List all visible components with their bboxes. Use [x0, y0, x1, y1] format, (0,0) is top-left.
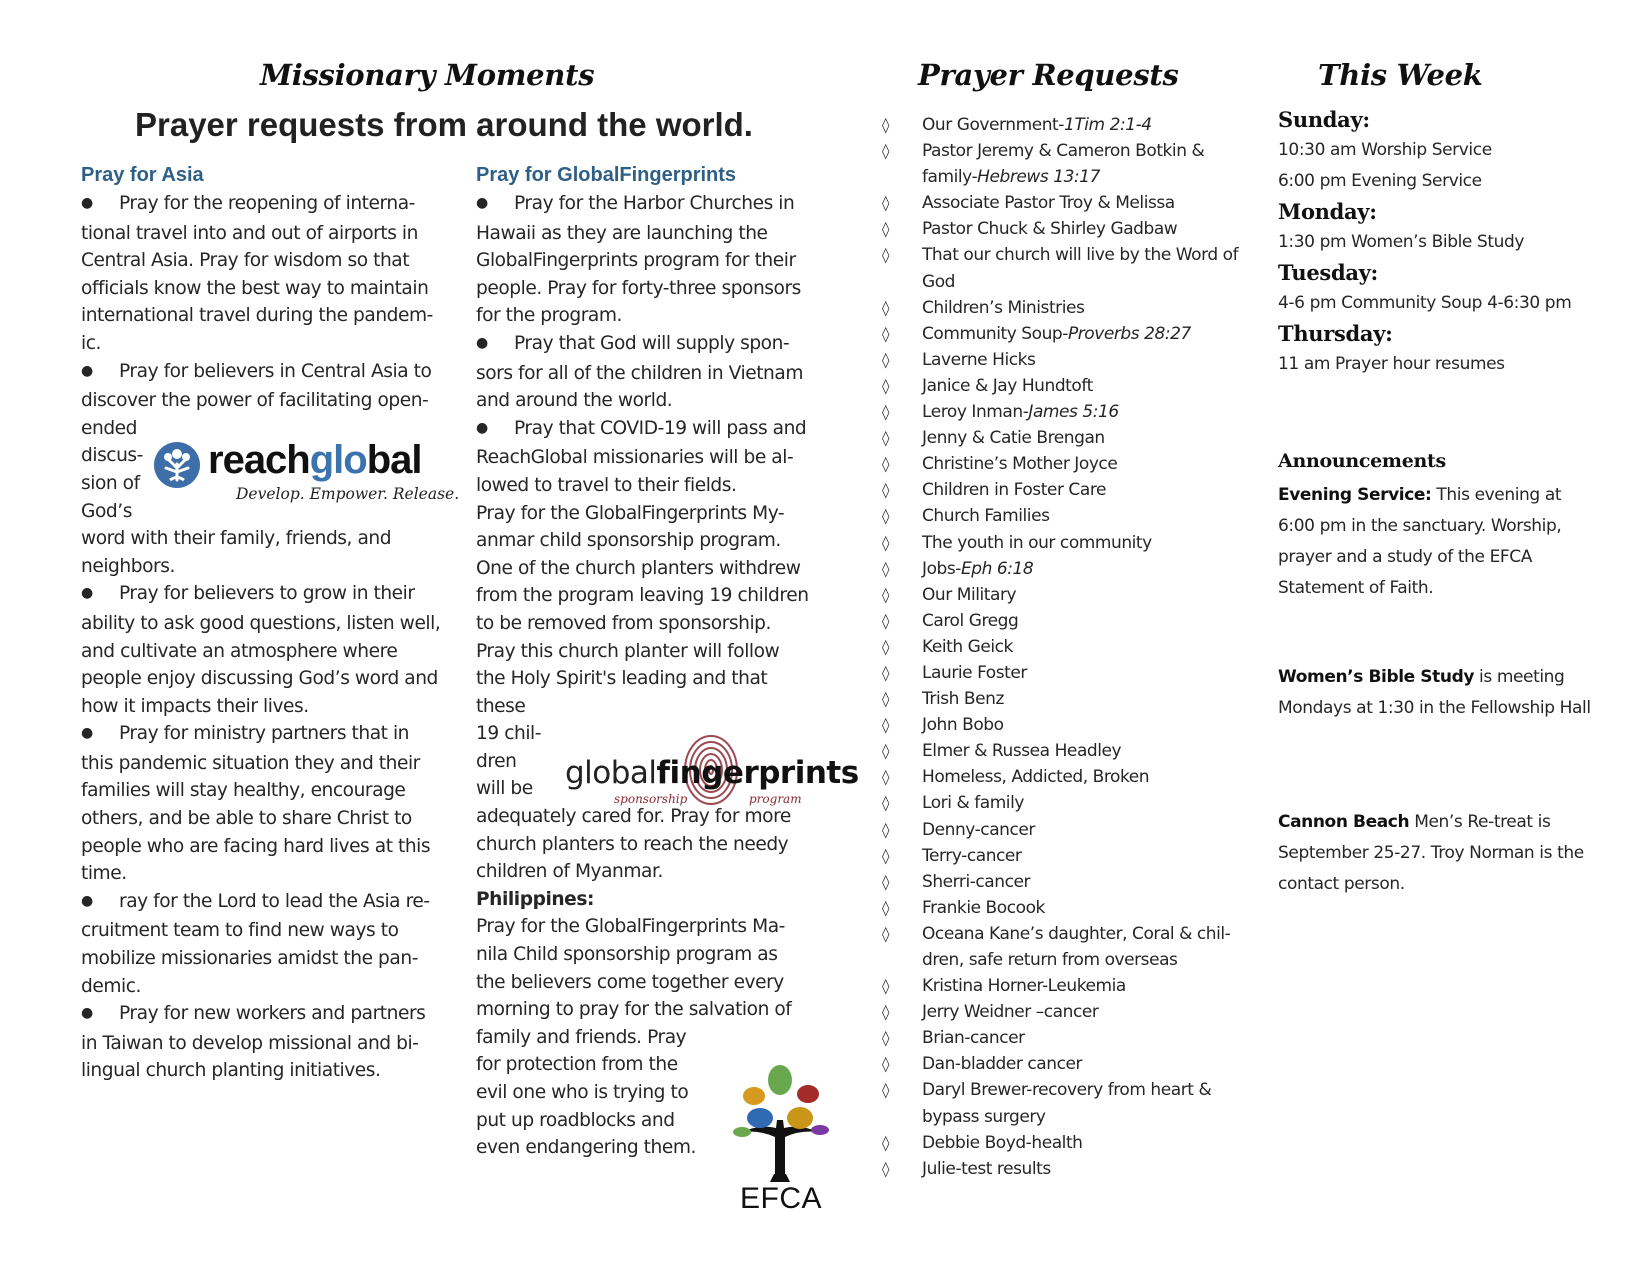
text-line	[476, 220, 826, 248]
diamond-outline-icon: ◊	[882, 1159, 889, 1178]
line-text: in Taiwan to develop missional and bi-	[81, 1032, 419, 1054]
diamond-outline-icon: ◊	[882, 742, 889, 761]
diamond-outline-icon: ◊	[882, 298, 889, 317]
text-line	[81, 302, 451, 330]
prayer-request-item	[882, 190, 1262, 216]
line-text: how it impacts their lives.	[81, 695, 309, 717]
prayer-request-item	[882, 503, 1262, 529]
bullet-line	[81, 190, 451, 220]
line-text: lowed to travel to their fields.	[476, 474, 737, 496]
text-line	[476, 472, 826, 500]
line-text: Hawaii as they are launching the	[476, 222, 768, 244]
line-text: adequately cared for. Pray for more	[476, 806, 791, 828]
diamond-outline-icon: ◊	[882, 194, 889, 213]
line-text: family and friends. Pray	[476, 1026, 687, 1048]
prayer-request-text: Pastor Chuck & Shirley Gadbaw	[922, 219, 1178, 240]
prayer-request-text: Kristina Horner-Leukemia	[922, 976, 1126, 997]
text-line	[476, 527, 826, 555]
diamond-outline-icon: ◊	[882, 1133, 889, 1152]
prayer-request-item	[882, 973, 1262, 999]
this-week-title: This Week	[1318, 58, 1483, 92]
prayer-request-item	[882, 295, 1262, 321]
line-text: Pray for the GlobalFingerprints Ma-	[476, 916, 785, 938]
diamond-outline-icon: ◊	[882, 455, 889, 474]
line-text: ended	[81, 417, 138, 439]
prayer-request-text: Leroy Inman-	[922, 402, 1029, 423]
bullet-line	[81, 720, 451, 750]
prayer-request-item	[882, 686, 1262, 712]
text-line	[81, 610, 451, 638]
diamond-outline-icon: ◊	[882, 246, 889, 265]
text-line	[81, 275, 451, 303]
prayer-request-item	[882, 399, 1262, 425]
diamond-outline-icon: ◊	[882, 1055, 889, 1074]
prayer-request-item	[882, 556, 1262, 582]
line-text: word with their family, friends, and	[81, 528, 392, 550]
diamond-outline-icon: ◊	[882, 794, 889, 813]
text-line	[476, 500, 826, 528]
line-text: tional travel into and out of airports in	[81, 222, 418, 244]
text-line	[476, 969, 826, 997]
prayer-request-item	[882, 216, 1262, 242]
text-line	[476, 693, 826, 721]
prayer-request-text: That our church will live by the Word of God	[922, 245, 1239, 292]
bullet-line	[476, 190, 826, 220]
diamond-outline-icon: ◊	[882, 820, 889, 839]
bullet-line	[81, 888, 451, 918]
line-text: time.	[81, 863, 127, 885]
diamond-outline-icon: ◊	[882, 663, 889, 682]
announcement-womens-bible-study	[1278, 662, 1598, 724]
prayer-request-item	[882, 921, 1262, 973]
line-text: put up roadblocks and	[476, 1109, 675, 1131]
bullet-line	[476, 330, 826, 360]
line-text: and cultivate an atmosphere where	[81, 640, 398, 662]
day-heading: Thursday:	[1278, 321, 1393, 346]
prayer-request-text: Denny-cancer	[922, 819, 1035, 840]
day-heading: Sunday:	[1278, 107, 1370, 132]
line-text: cruitment team to find new ways to	[81, 920, 399, 942]
diamond-outline-icon: ◊	[882, 924, 889, 943]
reachglobal-word-bal: bal	[366, 438, 422, 482]
announcements-title: Announcements	[1278, 450, 1446, 472]
text-line	[81, 973, 451, 1001]
text-line	[81, 553, 451, 581]
schedule-event: 4-6 pm Community Soup 4-6:30 pm	[1278, 293, 1572, 313]
text-line	[476, 444, 826, 472]
text-line	[81, 693, 451, 721]
prayer-request-text: Dan-bladder cancer	[922, 1054, 1083, 1075]
line-text: to be removed from sponsorship.	[476, 612, 771, 634]
text-line	[81, 945, 451, 973]
line-text: officials know the best way to maintain	[81, 277, 429, 299]
prayer-request-text: Brian-cancer	[922, 1028, 1025, 1049]
prayer-request-text: Terry-cancer	[922, 845, 1022, 866]
line-text: neighbors.	[81, 555, 175, 577]
line-text: people. Pray for forty-three sponsors	[476, 277, 801, 299]
line-text: lingual church planting initiatives.	[81, 1060, 381, 1082]
diamond-outline-icon: ◊	[882, 768, 889, 787]
prayer-request-text: Lori & family	[922, 793, 1024, 814]
diamond-outline-icon: ◊	[882, 637, 889, 656]
line-text: morning to pray for the salvation of	[476, 999, 792, 1021]
line-text: international travel during the pandem-	[81, 305, 433, 327]
prayer-request-item	[882, 425, 1262, 451]
line-text: Pray for the GlobalFingerprints My-	[476, 502, 785, 524]
text-line	[81, 247, 451, 275]
diamond-outline-icon: ◊	[882, 429, 889, 448]
scripture-reference: James 5:16	[1028, 402, 1119, 423]
diamond-outline-icon: ◊	[882, 1003, 889, 1022]
line-text: people who are facing hard lives at this	[81, 835, 431, 857]
prayer-request-text: The youth in our community	[922, 532, 1152, 553]
bullet-icon	[81, 720, 119, 750]
prayer-request-item	[882, 764, 1262, 790]
announcement-text: is meeting Mondays at 1:30 in the Fellowship Hall	[1278, 667, 1591, 718]
line-text: dren	[476, 750, 517, 772]
text-line	[81, 665, 451, 693]
prayer-request-item	[882, 373, 1262, 399]
diamond-outline-icon: ◊	[882, 611, 889, 630]
line-text: ReachGlobal missionaries will be al-	[476, 447, 794, 469]
text-line	[476, 941, 826, 969]
diamond-outline-icon: ◊	[882, 846, 889, 865]
gf-word-fingerprints: fingerprints	[656, 755, 859, 791]
bullet-icon	[476, 415, 514, 445]
line-text: Pray for the reopening of interna-	[119, 193, 415, 214]
prayer-request-text: Jerry Weidner –cancer	[922, 1002, 1099, 1023]
line-text: and around the world.	[476, 390, 673, 412]
prayer-request-text: Julie-test results	[922, 1158, 1051, 1179]
prayer-request-text: Trish Benz	[922, 689, 1004, 710]
bullet-icon	[81, 888, 119, 918]
diamond-outline-icon: ◊	[882, 585, 889, 604]
reachglobal-word-reach: reach	[208, 438, 310, 482]
diamond-outline-icon: ◊	[882, 716, 889, 735]
prayer-request-item	[882, 582, 1262, 608]
prayer-request-item	[882, 321, 1262, 347]
prayer-request-text: Jobs-	[922, 558, 961, 579]
schedule-event: 11 am Prayer hour resumes	[1278, 354, 1505, 374]
diamond-outline-icon: ◊	[882, 898, 889, 917]
prayer-request-text: Church Families	[922, 506, 1050, 527]
prayer-request-item	[882, 451, 1262, 477]
prayer-request-text: Elmer & Russea Headley	[922, 741, 1122, 762]
prayer-request-item	[882, 608, 1262, 634]
bullet-icon	[81, 580, 119, 610]
prayer-request-item	[882, 790, 1262, 816]
day-heading: Monday:	[1278, 199, 1377, 224]
text-line	[81, 638, 451, 666]
line-text: Pray for new workers and partners	[119, 1003, 426, 1025]
prayer-request-item	[882, 242, 1262, 294]
bullet-icon	[81, 190, 119, 220]
bullet-line	[81, 1000, 451, 1030]
diamond-outline-icon: ◊	[882, 690, 889, 709]
asia-heading: Pray for Asia	[81, 164, 204, 186]
text-line	[81, 860, 451, 888]
prayer-request-item	[882, 817, 1262, 843]
line-text: GlobalFingerprints program for their	[476, 250, 796, 272]
line-text: this pandemic situation they and their	[81, 752, 420, 774]
line-text: ability to ask good questions, listen well,	[81, 612, 441, 634]
line-text: One of the church planters withdrew	[476, 557, 801, 579]
prayer-request-item	[882, 999, 1262, 1025]
line-text: Pray for the Harbor Churches in	[514, 193, 795, 214]
gf-sub-sponsorship: sponsorship	[614, 792, 688, 806]
line-text: from the program leaving 19 children	[476, 585, 809, 607]
prayer-request-item	[882, 1130, 1262, 1156]
prayer-request-item	[882, 1051, 1262, 1077]
line-text: evil one who is trying to	[476, 1082, 689, 1103]
reachglobal-word-glo: glo	[309, 438, 367, 482]
text-line	[476, 582, 826, 610]
prayer-request-text: Pastor Jeremy & Cameron Botkin & family-	[922, 141, 1205, 188]
text-line	[81, 833, 451, 861]
text-line	[476, 1024, 826, 1052]
prayer-request-item	[882, 660, 1262, 686]
globalfingerprints-wordmark	[565, 755, 859, 791]
prayer-request-text: Our Government-	[922, 115, 1064, 135]
prayer-request-text: Community Soup-	[922, 323, 1068, 344]
diamond-outline-icon: ◊	[882, 533, 889, 552]
line-text: discover the power of facilitating open-	[81, 390, 429, 412]
text-line	[81, 777, 451, 805]
diamond-outline-icon: ◊	[882, 116, 889, 134]
prayer-request-item	[882, 112, 1262, 138]
announcement-bold: Cannon Beach	[1278, 812, 1410, 832]
reachglobal-wordmark	[208, 438, 422, 483]
line-text: Philippines:	[476, 888, 594, 910]
prayer-request-text: Associate Pastor Troy & Melissa	[922, 193, 1175, 214]
line-text: for protection from the	[476, 1054, 678, 1076]
prayer-request-text: Janice & Jay Hundtoft	[922, 375, 1093, 396]
day-heading: Tuesday:	[1278, 260, 1378, 285]
diamond-outline-icon: ◊	[882, 1081, 889, 1100]
prayer-request-text: Children in Foster Care	[922, 480, 1106, 501]
page-headline: Prayer requests from around the world.	[135, 106, 753, 143]
prayer-request-item	[882, 530, 1262, 556]
this-week-schedule	[1278, 105, 1608, 380]
prayer-request-text: Our Military	[922, 584, 1017, 605]
prayer-request-item	[882, 138, 1262, 190]
prayer-request-text: Debbie Boyd-health	[922, 1132, 1083, 1153]
diamond-outline-icon: ◊	[882, 872, 889, 891]
line-text: sors for all of the children in Vietnam	[476, 362, 803, 384]
text-line	[81, 387, 451, 415]
announcement-cannon-beach	[1278, 807, 1598, 900]
text-line	[476, 247, 826, 275]
line-text: even endangering them.	[476, 1137, 696, 1159]
text-line	[81, 750, 451, 778]
reachglobal-logo	[152, 438, 460, 510]
line-text: Pray that God will supply spon-	[514, 332, 790, 354]
text-line	[476, 886, 826, 914]
diamond-outline-icon: ◊	[882, 1029, 889, 1048]
prayer-request-item	[882, 1156, 1262, 1182]
prayer-request-item	[882, 712, 1262, 738]
prayer-request-text: Laverne Hicks	[922, 349, 1036, 370]
tree-circle-icon	[154, 442, 200, 488]
line-text: ic.	[81, 332, 101, 354]
text-line	[81, 917, 451, 945]
line-text: nila Child sponsorship program as	[476, 944, 778, 966]
diamond-outline-icon: ◊	[882, 977, 889, 996]
text-line	[476, 610, 826, 638]
scripture-reference: 1Tim 2:1-4	[1063, 115, 1152, 135]
line-text: the Holy Spirit's leading and that	[476, 668, 768, 690]
diamond-outline-icon: ◊	[882, 324, 889, 343]
prayer-request-text: Carol Gregg	[922, 610, 1019, 631]
globalfingerprints-prayer-text	[476, 190, 826, 1162]
prayer-request-text: Children’s Ministries	[922, 297, 1085, 318]
announcement-text: This evening at 6:00 pm in the sanctuary. Worship, prayer and a study of the EFCA Statement of Faith.	[1278, 485, 1562, 598]
line-text: Pray this church planter will follow	[476, 640, 780, 662]
prayer-request-text: John Bobo	[922, 715, 1004, 736]
line-text: will be	[476, 778, 533, 800]
line-text: 19 chil-	[476, 723, 542, 745]
line-text: Pray that COVID-19 will pass and	[514, 417, 807, 439]
diamond-outline-icon: ◊	[882, 376, 889, 395]
line-text: mobilize missionaries amidst the pan-	[81, 948, 418, 970]
prayer-requests-title: Prayer Requests	[918, 58, 1179, 92]
text-line	[476, 302, 826, 330]
text-line	[476, 831, 826, 859]
efca-logo	[730, 1062, 830, 1215]
prayer-requests-list	[882, 112, 1262, 1182]
bullet-icon	[476, 190, 514, 220]
bullet-icon	[81, 1000, 119, 1030]
prayer-request-text: Oceana Kane’s daughter, Coral & chil-dren, safe return from overseas	[922, 923, 1231, 970]
text-line	[476, 387, 826, 415]
prayer-request-item	[882, 634, 1262, 660]
text-line	[476, 360, 826, 388]
line-text: discus-	[81, 445, 143, 467]
bullet-line	[476, 415, 826, 445]
scripture-reference: Hebrews 13:17	[977, 167, 1100, 188]
text-line	[476, 665, 826, 693]
bullet-icon	[476, 330, 514, 360]
line-text: families will stay healthy, encourage	[81, 780, 406, 802]
text-line	[81, 1030, 451, 1058]
line-text: ray for the Lord to lead the Asia re-	[119, 890, 430, 912]
prayer-request-item	[882, 1025, 1262, 1051]
prayer-request-item	[882, 869, 1262, 895]
diamond-outline-icon: ◊	[882, 403, 889, 422]
prayer-request-text: Laurie Foster	[922, 662, 1027, 683]
text-line	[476, 638, 826, 666]
prayer-request-item	[882, 738, 1262, 764]
prayer-request-item	[882, 347, 1262, 373]
gf-word-global: global	[565, 755, 657, 791]
text-line	[476, 913, 826, 941]
text-line	[81, 330, 451, 358]
line-text: church planters to reach the needy	[476, 833, 789, 855]
line-text: demic.	[81, 975, 141, 997]
diamond-outline-icon: ◊	[882, 481, 889, 500]
text-line	[81, 220, 451, 248]
schedule-event: 10:30 am Worship Service	[1278, 140, 1492, 160]
text-line	[476, 275, 826, 303]
prayer-request-item	[882, 477, 1262, 503]
bullet-line	[81, 358, 451, 388]
line-text: God’s	[81, 500, 132, 522]
line-text: Pray for ministry partners that in	[119, 723, 409, 745]
announcement-evening-service	[1278, 480, 1598, 604]
efca-wordmark: EFCA	[740, 1182, 823, 1215]
prayer-request-item	[882, 843, 1262, 869]
line-text: Pray for believers to grow in their	[119, 583, 415, 605]
line-text: children of Myanmar.	[476, 861, 663, 883]
diamond-outline-icon: ◊	[882, 507, 889, 526]
gf-sub-program: program	[749, 792, 802, 806]
leaf-tree-icon	[730, 1062, 830, 1187]
line-text: the believers come together every	[476, 971, 784, 993]
line-text: others, and be able to share Christ to	[81, 808, 412, 830]
schedule-event: 1:30 pm Women’s Bible Study	[1278, 232, 1525, 252]
prayer-request-item	[882, 1077, 1262, 1129]
line-text: Central Asia. Pray for wisdom so that	[81, 250, 410, 272]
globalfingerprints-logo	[565, 735, 859, 815]
scripture-reference: Eph 6:18	[960, 558, 1034, 579]
asia-prayer-text	[81, 190, 451, 1085]
line-text: for the program.	[476, 305, 622, 327]
prayer-request-text: Homeless, Addicted, Broken	[922, 767, 1150, 788]
prayer-request-text: Daryl Brewer-recovery from heart & bypass surgery	[922, 1080, 1212, 1127]
prayer-request-text: Christine’s Mother Joyce	[922, 454, 1118, 475]
announcement-bold: Women’s Bible Study	[1278, 667, 1475, 687]
line-text: these	[476, 695, 526, 717]
diamond-outline-icon: ◊	[882, 220, 889, 239]
diamond-outline-icon: ◊	[882, 350, 889, 369]
text-line	[476, 555, 826, 583]
line-text: people enjoy discussing God’s word and	[81, 668, 438, 690]
reachglobal-tagline: Develop. Empower. Release.	[236, 485, 460, 503]
text-line	[81, 525, 451, 553]
scripture-reference: Proverbs 28:27	[1067, 323, 1191, 344]
diamond-outline-icon: ◊	[882, 142, 889, 161]
text-line	[476, 996, 826, 1024]
bullet-icon	[81, 358, 119, 388]
text-line	[81, 1057, 451, 1085]
text-line	[476, 858, 826, 886]
globalfingerprints-heading: Pray for GlobalFingerprints	[476, 164, 737, 186]
line-text: sion of	[81, 472, 140, 494]
prayer-request-text: Keith Geick	[922, 636, 1013, 657]
missionary-moments-title: Missionary Moments	[260, 58, 595, 92]
line-text: Pray for believers in Central Asia to	[119, 360, 432, 382]
prayer-request-text: Frankie Bocook	[922, 897, 1045, 918]
diamond-outline-icon: ◊	[882, 559, 889, 578]
line-text: anmar child sponsorship program.	[476, 530, 781, 552]
schedule-event: 6:00 pm Evening Service	[1278, 171, 1482, 191]
announcement-text: Men’s Re-treat is September 25-27. Troy Norman is the contact person.	[1278, 812, 1584, 894]
announcement-bold: Evening Service:	[1278, 485, 1432, 505]
bullet-line	[81, 580, 451, 610]
prayer-request-item	[882, 895, 1262, 921]
prayer-request-text: Sherri-cancer	[922, 871, 1031, 892]
text-line	[81, 805, 451, 833]
prayer-request-text: Jenny & Catie Brengan	[922, 428, 1105, 449]
